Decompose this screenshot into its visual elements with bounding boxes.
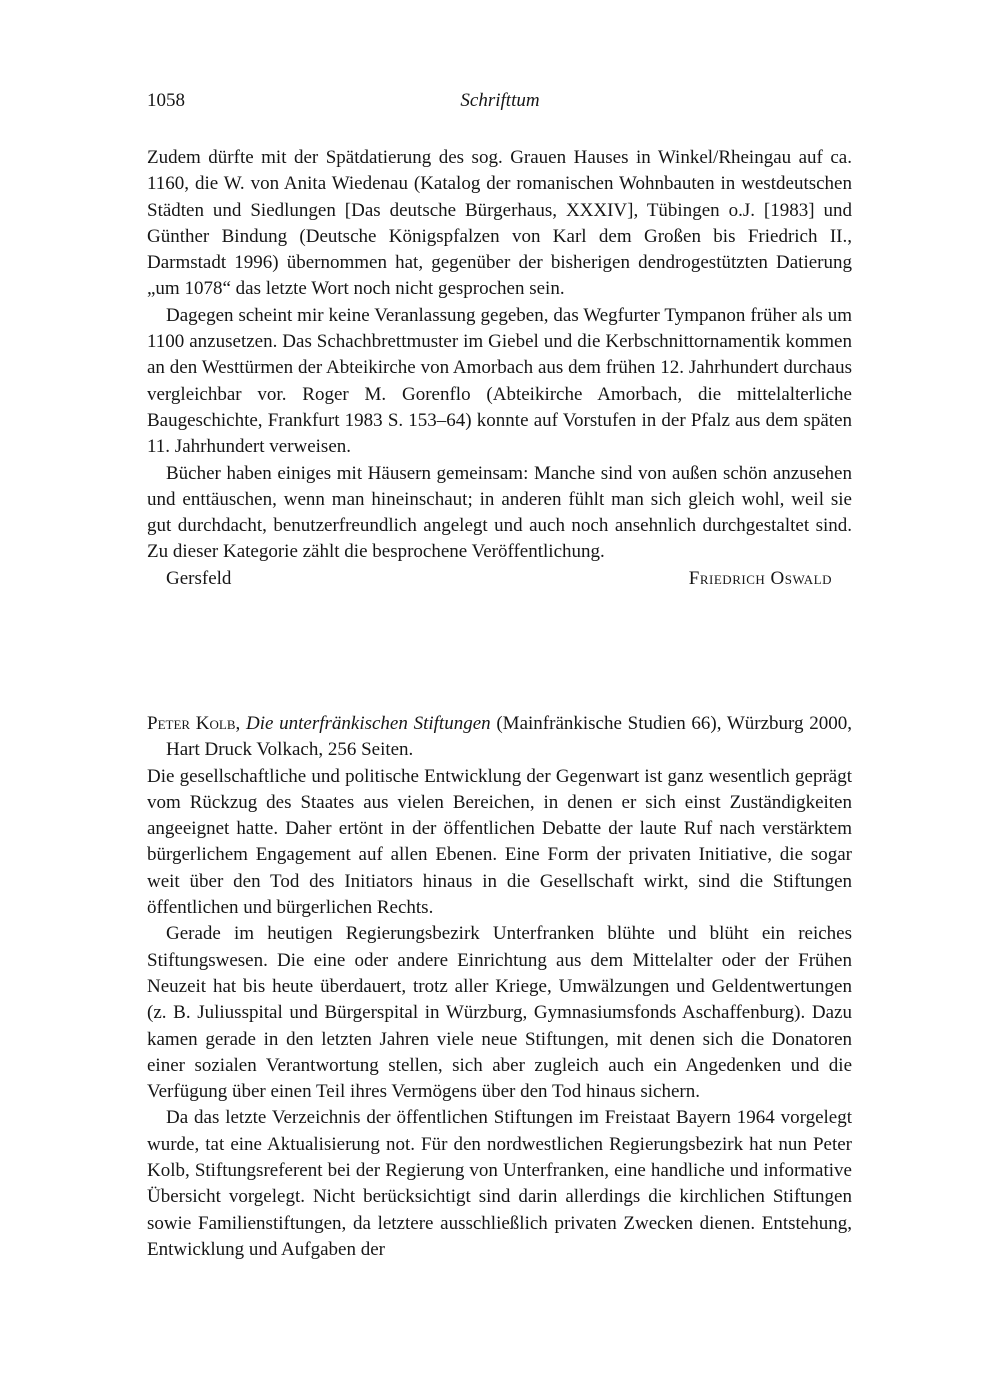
paragraph: Dagegen scheint mir keine Veranlassung gegeben, das Wegfurter Tympanon früher als um 1100 anzusetzen. Das Schachbrettmuster im Giebel und die Kerbschnittornamentik kommen an den Westtürmen der Abteikirche von Amorbach aus dem frühen 12. Jahrhundert durchaus vergleichbar vor. Roger M. Gorenflo (Abteikirche Amorbach, die mittelalterliche Baugeschichte, Frankfurt 1983 S. 153–64) konnte auf Vorstufen in der Pfalz aus dem späten 11. Jahrhundert verweisen. bbox=[147, 304, 852, 458]
signature-place: Gersfeld bbox=[166, 567, 232, 589]
paragraph: Gerade im heutigen Regierungsbezirk Unterfranken blühte und blüht ein reiches Stiftungswesen. Die eine oder andere Einrichtung aus dem Mittelalter oder der Frühen Neuzeit hat bis heute überdauert, trotz aller Kriege, Umwälzungen und Geldentwertungen (z. B. Juliusspital und Bürgerspital in Würzburg, Gymnasiumsfonds Aschaffenburg). Dazu kamen gerade in den letzten Jahren viele neue Stiftungen, mit denen sich die Donatoren einer sozialen Verantwortung stellen, sich aber zugleich auch ein Angedenken und die Verfügung über einen Teil ihres Vermögens über den Tod hinaus sichern. bbox=[147, 923, 852, 1103]
signature-line bbox=[147, 566, 852, 593]
reference-title: Die unterfränkischen Stiftungen bbox=[245, 713, 491, 734]
running-title: Schrifttum bbox=[460, 90, 540, 111]
reference-details: (Mainfränkische Studien 66), Würzburg 2000, Hart Druck Volkach, 256 Seiten. bbox=[166, 713, 852, 761]
paragraph: Bücher haben einiges mit Häusern gemeinsam: Manche sind von außen schön anzusehen und enttäuschen, wenn man hineinschaut; in anderen fühlt man sich gleich wohl, weil sie gut durchdacht, benutzerfreundlich angelegt und auch noch ansehnlich durchgestaltet sind. Zu dieser Kategorie zählt die besprochene Veröffentlichung. bbox=[147, 462, 852, 563]
book-review bbox=[147, 711, 852, 1263]
paragraph: Da das letzte Verzeichnis der öffentlichen Stiftungen im Freistaat Bayern 1964 vorgelegt wurde, tat eine Aktualisierung not. Für den nordwestlichen Regierungsbezirk hat nun Peter Kolb, Stiftungsreferent bei der Regierung von Unterfranken, eine handliche und informative Übersicht vorgelegt. Nicht berücksichtigt sind darin allerdings die kirchlichen Stiftungen sowie Familienstiftungen, da letztere ausschließlich privaten Zwecken dienen. Entstehung, Entwicklung und Aufgaben der bbox=[147, 1107, 852, 1260]
page-number: 1058 bbox=[147, 90, 185, 111]
paragraph: Zudem dürfte mit der Spätdatierung des sog. Grauen Hauses in Winkel/Rheingau auf ca. 1160, die W. von Anita Wiedenau (Katalog der romanischen Wohnbauten in westdeutschen Städten und Siedlungen [Das deutsche Bürgerhaus, XXXIV], Tübingen o.J. [1983] und Günther Bindung (Deutsche Königspfalzen von Karl dem Großen bis Friedrich II., Darmstadt 1996) übernommen hat, gegenüber der bisherigen dendrogestützten Datierung „um 1078“ das letzte Wort noch nicht gesprochen sein. bbox=[147, 147, 852, 300]
reference-author: Peter Kolb bbox=[147, 713, 236, 734]
review-continuation bbox=[147, 145, 852, 593]
bibliographic-reference bbox=[147, 711, 852, 764]
signature-author: Friedrich Oswald bbox=[688, 567, 832, 589]
page-header bbox=[0, 88, 1000, 118]
reference-separator: , bbox=[235, 713, 246, 734]
paragraph: Die gesellschaftliche und politische Entwicklung der Gegenwart ist ganz wesentlich geprägt vom Rückzug des Staates aus vielen Bereichen, in denen er sich einst Zuständigkeiten angeeignet hatte. Daher ertönt in der öffentlichen Debatte der laute Ruf nach verstärktem bürgerlichem Engagement auf allen Ebenen. Eine Form der privaten Initiative, die sogar weit über den Tod des Initiators hinaus in die Gesellschaft wirkt, sind die Stiftungen öffentlichen und bürgerlichen Rechts. bbox=[147, 765, 852, 919]
